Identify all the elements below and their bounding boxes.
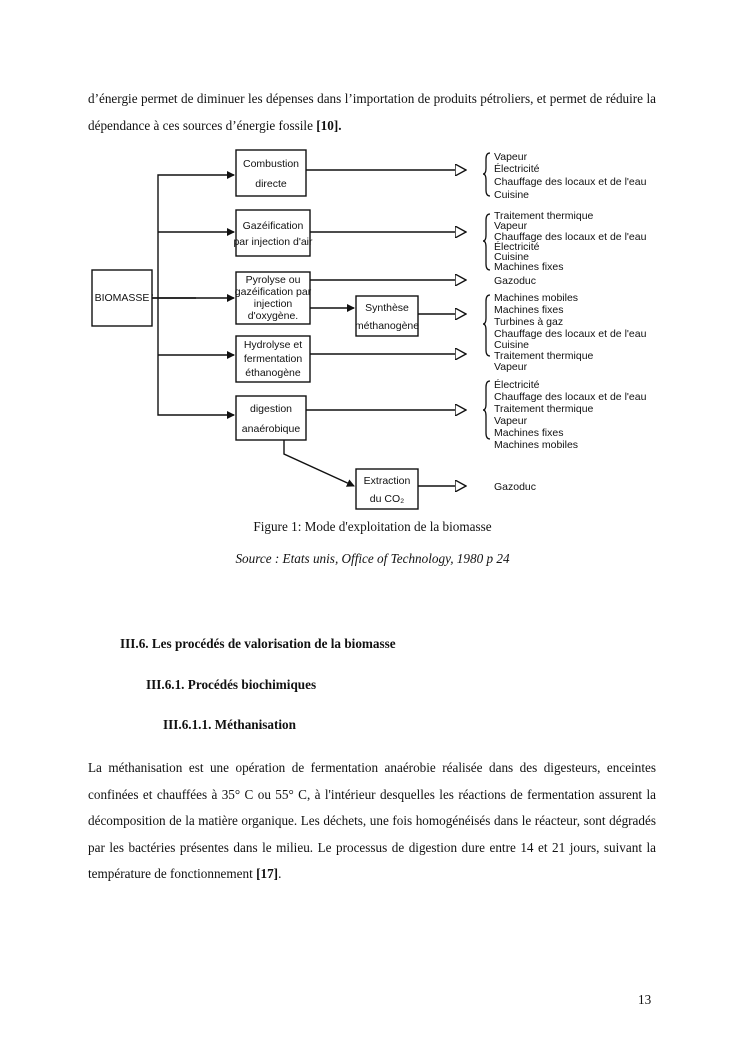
branch-up [158, 175, 234, 298]
output-item: Machines mobiles [494, 292, 579, 304]
output-item: Cuisine [494, 189, 530, 201]
intro-text: d’énergie permet de diminuer les dépenses dans l’importation de produits pétroliers, et permet de réduire la dépendance à ces sources d’énergie fossile [88, 91, 656, 133]
process-label: par injection d'air [233, 236, 313, 248]
output-item: Électricité [494, 163, 540, 175]
output-item: Chauffage des locaux et de l'eau [494, 231, 647, 243]
process-label: digestion [249, 403, 293, 415]
secondary-label: du CO₂ [369, 493, 405, 505]
output-item: Chauffage des locaux et de l'eau [494, 391, 647, 403]
output-item: Vapeur [494, 220, 528, 232]
output-list-1 [494, 151, 647, 201]
output-item: Machines fixes [494, 304, 564, 316]
process-label: injection [253, 298, 293, 310]
secondary-label: Synthèse [365, 302, 409, 314]
output-braces [483, 153, 490, 439]
output-item: Vapeur [494, 151, 528, 163]
output-list-3 [494, 292, 647, 373]
output-item: Cuisine [494, 251, 530, 263]
process-label: anaérobique [241, 423, 301, 435]
output-list-2 [494, 210, 647, 273]
process-label: d'oxygène. [247, 310, 299, 322]
output-item: Cuisine [494, 339, 530, 351]
branch-down [158, 298, 234, 415]
output-item: Turbines à gaz [494, 316, 564, 328]
output-item: Traitement thermique [494, 210, 594, 222]
heading-subsubsection: III.6.1.1. Méthanisation [163, 717, 296, 732]
intro-paragraph [88, 86, 656, 139]
output-item: Électricité [494, 379, 540, 391]
secondary-label: méthanogène [354, 320, 420, 332]
heading-section: III.6. Les procédés de valorisation de la biomasse [120, 636, 396, 651]
body-paragraph: La méthanisation est une opération de fermentation anaérobie réalisée dans des digesteurs, enceintes confinées et chauffées à 35° C ou 55° C, à l'intérieur desquelles les réactions de fermentation assurent la décomposition de la matière organique. Les déchets, une fois homogénéisés dans le réacteur, sont dégradés par les bactéries présentes dans le milieu. Le processus de digestion dure entre 14 et 21 jours, suivant la température de fonctionnement [17]. [88, 760, 656, 881]
process-label: Pyrolyse ou [245, 274, 301, 286]
body-ref: [17] [256, 866, 279, 881]
figure-caption: Figure 1: Mode d'exploitation de la biomasse [253, 519, 492, 534]
diagram-svg [88, 140, 656, 515]
output-item: Chauffage des locaux et de l'eau [494, 176, 647, 188]
process-box-pyrolysis [235, 272, 312, 324]
output-item: Machines fixes [494, 427, 564, 439]
figure-source: Source : Etats unis, Office of Technology, 1980 p 24 [235, 551, 510, 566]
process-box-digestion [236, 396, 306, 440]
process-label: Gazéification [242, 220, 304, 232]
output-item: Machines fixes [494, 261, 564, 273]
output-item: Traitement thermique [494, 403, 594, 415]
process-box-hydrolysis [236, 336, 310, 382]
output-item: Machines mobiles [494, 439, 579, 451]
process-label: Hydrolyse et [243, 339, 303, 351]
process-box-combustion [236, 150, 306, 196]
secondary-box-methanogen [355, 296, 419, 336]
biomass-diagram [88, 140, 656, 515]
process-label: Combustion [242, 158, 300, 170]
biomasse-label: BIOMASSE [94, 292, 150, 304]
intro-ref: [10]. [316, 117, 342, 133]
output-item: Traitement thermique [494, 350, 594, 362]
output-item: Vapeur [494, 361, 528, 373]
process-label: gazéification par [234, 286, 312, 298]
output-item: Chauffage des locaux et de l'eau [494, 328, 647, 340]
page-number: 13 [638, 992, 652, 1007]
process-box-gasification [233, 210, 313, 256]
process-label: directe [255, 178, 287, 190]
output-list-4 [494, 378, 647, 451]
output-item-gazoduc: Gazoduc [494, 275, 537, 287]
secondary-box-co2 [356, 469, 418, 509]
output-item: Électricité [494, 241, 540, 253]
heading-subsection: III.6.1. Procédés biochimiques [146, 677, 317, 692]
process-label: éthanogène [245, 367, 301, 379]
process-label: fermentation [243, 353, 303, 365]
output-item: Vapeur [494, 415, 528, 427]
secondary-label: Extraction [363, 475, 411, 487]
arrow-to-extraction [284, 440, 354, 486]
output-item-gazoduc: Gazoduc [494, 481, 537, 493]
body-text: La méthanisation est une opération de fermentation anaérobie réalisée dans des digesteurs, enceintes confinées et chauffées à 35° C ou 55° C, à l'intérieur desquelles les réactions de fermentation assurent la décomposition de la matière organique. Les déchets, une fois homogénéisés dans le réacteur, sont dégradés par les bactéries présentes dans le milieu. Le processus de digestion dure entre 14 et 21 jours, suivant la température de fonctionnement [88, 760, 656, 881]
